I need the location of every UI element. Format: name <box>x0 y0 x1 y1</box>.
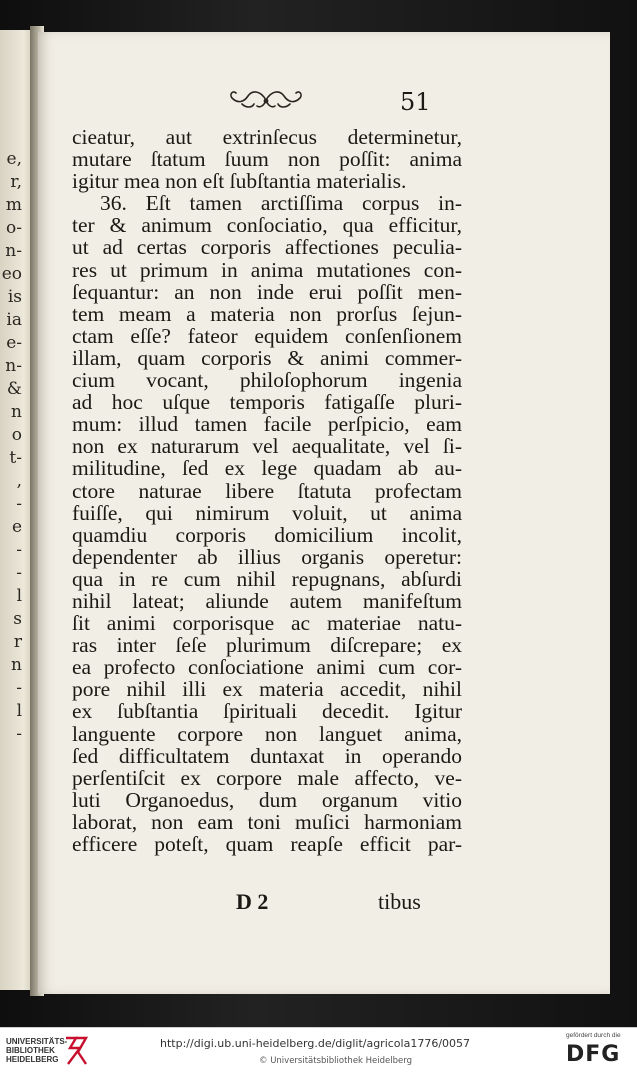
text-line: ctore naturae libere ſtatuta profectam <box>72 478 462 503</box>
margin-letter: e- <box>6 333 22 353</box>
copyright-notice: © Universitätsbibliothek Heidelberg <box>259 1056 413 1066</box>
text-line: perſentiſcit ex corpore male affecto, ve- <box>72 765 462 790</box>
text-line: quamdiu corporis domicilium incolit, <box>72 522 462 547</box>
text-line: languente corpore non languet anima, <box>72 721 462 746</box>
text-line: igitur mea non eſt ſubſtantia materialis. <box>72 169 407 194</box>
text-line: luti Organoedus, dum organum vitio <box>72 787 462 812</box>
library-name-line: HEIDELBERG <box>6 1055 59 1064</box>
margin-letter: m <box>5 195 22 215</box>
text-line: cium vocant, philoſophorum ingenia <box>72 368 462 393</box>
text-line: res ut primum in anima mutationes con- <box>72 257 462 282</box>
text-line: ex ſubſtantia ſpirituali decedit. Igitur <box>72 699 462 724</box>
funding-label: gefördert durch die <box>566 1032 621 1039</box>
margin-letter: - <box>16 494 22 514</box>
previous-page-edge <box>0 30 34 990</box>
margin-letter: o <box>11 425 22 445</box>
library-name-line: UNIVERSITÄTS- <box>6 1037 68 1046</box>
ornament-icon <box>224 82 308 112</box>
text-line: efficere poteſt, quam reapſe efficit par- <box>72 832 462 856</box>
text-line: mutare ſtatum ſuum non poſſit: anima <box>72 147 462 172</box>
margin-letter: - <box>16 724 22 744</box>
margin-letter: n- <box>5 356 22 376</box>
margin-letter: n <box>11 402 22 422</box>
text-line: ſed difficultatem duntaxat in operando <box>72 743 462 768</box>
margin-letter: ia <box>6 310 22 330</box>
text-line: qua in re cum nihil repugnans, abſurdi <box>72 566 462 591</box>
library-name-line: BIBLIOTHEK <box>6 1046 55 1055</box>
text-line: ut ad certas corporis affectiones peculia- <box>72 235 462 260</box>
margin-letter: l <box>16 586 22 606</box>
margin-letter: , <box>16 471 22 491</box>
text-line: ctam eſſe? fateor equidem conſenſionem <box>72 323 462 348</box>
text-line: fuiſſe, qui nimirum voluit, ut anima <box>72 500 462 525</box>
margin-letter: & <box>6 379 22 399</box>
margin-letter: s <box>13 609 22 629</box>
dfg-logo[interactable]: DFG <box>566 1042 621 1067</box>
margin-letter: e, <box>6 149 22 169</box>
text-line: ad hoc uſque temporis fatigaſſe pluri- <box>72 390 462 415</box>
text-line: mum: illud tamen facile perſpicio, eam <box>72 412 462 437</box>
text-line: 36. Eſt tamen arctiſſima corpus in- <box>100 191 462 216</box>
catchword: tibus <box>378 889 421 914</box>
text-line: ras inter ſeſe plurimum diſcrepare; ex <box>72 633 462 658</box>
margin-letter: n <box>11 655 22 675</box>
text-line: nihil lateat; aliunde autem manifeſtum <box>72 588 462 613</box>
margin-letter: r <box>13 632 22 652</box>
margin-letter: eo <box>1 264 22 284</box>
library-logo-icon[interactable] <box>64 1034 88 1068</box>
signature-mark: D 2 <box>236 889 269 914</box>
margin-letter: l <box>16 701 22 721</box>
text-line: dependenter ab illius organis operetur: <box>72 544 462 569</box>
text-line: pore nihil illi ex materia accedit, nihil <box>72 677 462 702</box>
text-line: ea profecto conſociatione animi cum cor- <box>72 655 462 680</box>
margin-letter: o- <box>6 218 22 238</box>
margin-letter: is <box>7 287 22 307</box>
text-line: ter & animum conſociatio, qua efficitur, <box>72 213 462 238</box>
margin-letter: - <box>16 540 22 560</box>
page-number: 51 <box>400 88 431 116</box>
permalink-url[interactable]: http://digi.ub.uni-heidelberg.de/diglit/agricola1776/0057 <box>160 1037 471 1050</box>
text-line: non ex naturarum vel aequalitate, vel ſi- <box>72 434 462 459</box>
text-line: illam, quam corporis & animi commer- <box>72 345 462 370</box>
margin-letter: t- <box>9 448 22 468</box>
previous-page-margin-text <box>0 148 22 746</box>
margin-letter: - <box>16 678 22 698</box>
margin-letter: r, <box>10 172 22 192</box>
page-body-text <box>72 126 462 855</box>
text-line: ſit animi corporisque ac materiae natu- <box>72 611 462 636</box>
margin-letter: e <box>11 517 22 537</box>
text-line: cieatur, aut extrinſecus determinetur, <box>72 125 462 149</box>
text-line: militudine, ſed ex lege quadam ab au- <box>72 456 462 481</box>
text-line: tem meam a materia non prorſus ſejun- <box>72 301 462 326</box>
viewer-footer <box>0 1027 637 1074</box>
margin-letter: n- <box>5 241 22 261</box>
margin-letter: - <box>16 563 22 583</box>
library-name[interactable] <box>6 1037 67 1064</box>
text-line: laborat, non eam toni muſici harmoniam <box>72 809 462 834</box>
text-line: ſequantur: an non inde erui poſſit men- <box>72 279 462 304</box>
